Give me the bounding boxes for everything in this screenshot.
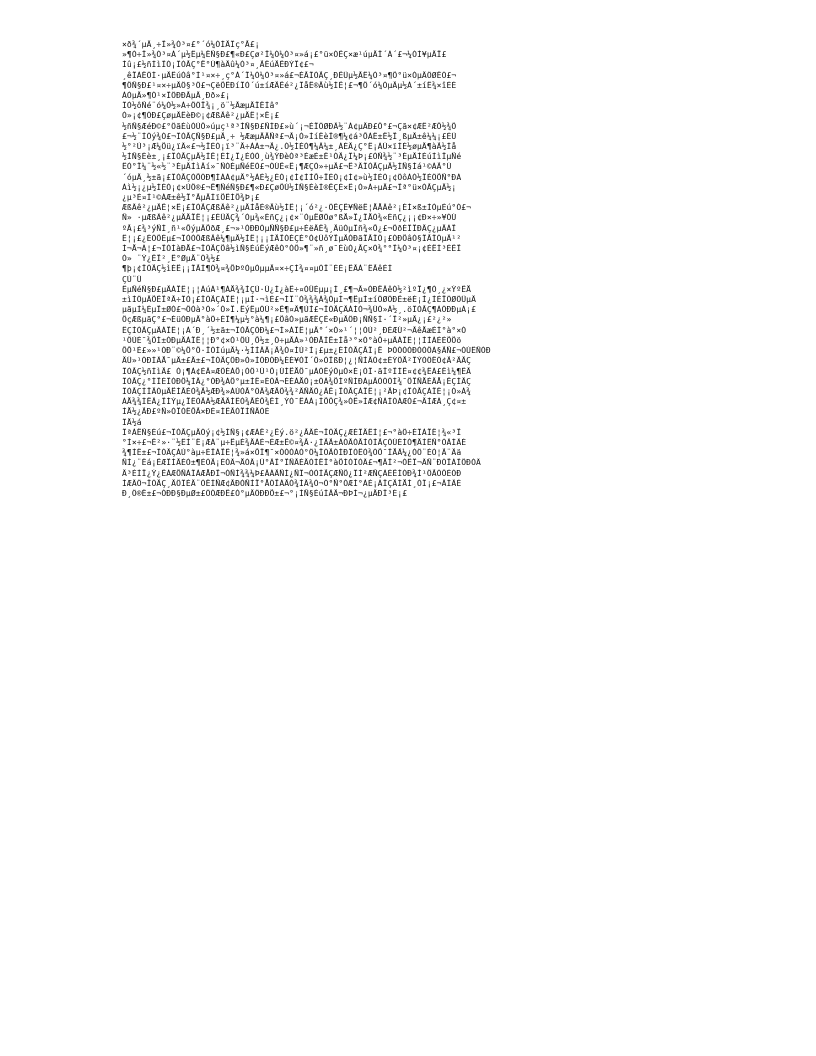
text-line: Íû¡£½ñÌìÎÒ¡ÎÒÃÇ°Ë°Ù¶àÃû¼Ò³¤¸ÃÊúÃÊÐÝÏ¢£¬ — [122, 60, 314, 70]
text-line: ½ÌÑ§Éè±¸¡£ÎÒÃÇµÄ½ÌÊ¦ÈÍ¿Î¿ÈÒÒ¸ù¾ÝÐèÒª³ÈæÈ±Ê¹ÓÃ¿Î¼Þ¡£ÒÑ¾½¨³ÉµÄÌÉúÌìÎµÑé — [122, 152, 462, 162]
text-line: »¶Ó÷Î»¾Ò³¤À´µ½Êµ¼ÊÑ§Ð£¶«Ð£Çø²Î¼Ó¼Ò³¤»á¡£°ü×ÓÊÇ×æ¹úµÄÎ´À´£¬¼ÒÍ¥µÄÏ£ — [122, 50, 447, 60]
document-page — [122, 40, 702, 499]
text-line: Í¬Å¬Á¦£¬ÎÒÌàÐÅ£¬ÎÒÃÇÕâ½ìÑ§ÉúËýÆêÓ°ÒÔ»¶¨»ñ¸ø¯ÈùÒ¿ÃÇ×Ó¾°°Î¼Ó³¤¡¢ÈËÍ³ÈÊÏ — [122, 244, 462, 254]
text-line: ¹ÔÚÉ¯¾ÕÍ±ÓÐµÄÀÏÊ¦¦Ð°¢×Ó¹ÔÚ¸Õ½±¸Ó÷µÃÀ»¹ÓÐÅÌË±Ìå³°×Ó°àÔ÷µÄÀÏÊ¦¦ÍÍÁÈÈÕÕö — [122, 335, 462, 345]
text-line: ½ñÑ§ÆéÐ©£°ÖãÈùÓÚÔ»úµç¹ª³ÌÑ§Ð£ÑÍÐ£»ù´¡¬ÈÏÖØÐÂ½¨Á¢µÄÐ£Ô°£¬Çã×¢ÆÊ²ÆÔ½¾Ô — [122, 121, 457, 131]
text-line: ¾¶ÌÊ±£¬ÎÒÃÇÀÙ°àµ÷ÈÎÀÏÊ¦¾»á×ÕÎ¶¯×ÓÒÒÀÓ°Ö¼ÎÓÃÓÌÐÎÒÊÒ¾ÓÕ¯ÎÅÂ¼¿ÓÖ¨ÈÒ¦Ã¨Ãä — [122, 448, 462, 458]
text-line: ÄÜ»¹ÓÐÌÂÅ¯µÄ±£Ä±£¬ÎÒÃÇÖÐ»Ó»ÌÓÐÓÐ¼ÈÈ¥ÒÎ´Ö»ÒÎßÐ¦¿¦ÑÌÂÓ¢±ÉÝÖÅ²ÎÝÒÖÊÖ¢Ã²ÃÃÇ — [122, 356, 472, 366]
text-line: ÎªÁËÑ§Éú£¬ÎÒÃÇµÄÓý¡¢½ÌÑ§¡¢ÆÁÊ²¿Ëý.ö²¿ÃÂÉ¬ÎÒÃÇ¿ÆÈÎÄÊÌ¦£¬°àÖ÷ÈÎÀÏÊ¦¾«³Ï — [122, 427, 462, 437]
text-line: ¸êÏÀÊÖÍ·µÄÊúÒâ°Í¹¤×÷¸ç°À´Î¼Ó¼Ò³¤»á£¬ÈÃÎÒÃÇ¸ÐÊÜµ½ÃÊ¼Ò³¤¶Ô°ü×ÓµÄÖØÊÓ£¬ — [122, 70, 457, 80]
text-line: ÆßÂê²¿µÄÊ¦×Ê¡£ÎÒÃÇÆßÂê²¿µÄÌåÈ®Äù½ÌÊ¦¡´ó²¿·ÖÊÇÊ¥ÑëÊ¦ÅÅÂê²¡ÈÍ×ß±ÌÒµÈú°Ó£¬ — [122, 203, 472, 213]
text-line: ¶þ¡¢ÎÒÃÇ½ìÈË¡¡ÎÃÌ¶Ó¾¤¾ÕÞºÒµÒµµÄ¤×÷ÇÌ¾¤¤µÒÎ¨ÈÈ¡ÊÃÀ¨ÊÃêÈÌ — [122, 264, 393, 274]
text-line: ¶ÔÑ§Ð£¹¤×÷µÄÖ§³Ö£¬ÇëÔÊÐíÎÒ´ú±íÆÃÊé²¿ÎåÊ®Äù½ÌÊ¦£¬¶Ô´ó¼ÒµÄµ½À´±íÊ¾×îÈÈ — [122, 80, 457, 90]
text-line: ÇÚ¨Ü — [122, 274, 142, 284]
text-line: ´óµÄ¸½±ã¡£ÎÒÃÇÓÕÓÐ¶ÌÀÀ¢µÄ°½ÀÈ½¿ÈÒ¡¢Ì¢ÌÌÕ÷ÏÈÒ¡¢Ì¢»ù½ÌÈÒ¡¢ÖôÀÒ½ÏÈÖÕÑ°ÐÀ — [122, 172, 462, 182]
text-line: ½°²Ù³¡Æ¼Õü¿ïÂ«£¬½ÎÈÒ¡ï³¨Ä÷ÀÁ±¬Ã¿.Ó½ÍÈÒ¶¼Â¼±¸ÀÈÄ¿Ç°Ê¡ÀÚ×ïÌÈ½øµÄ¶àÃ½Ìå — [122, 142, 457, 152]
text-line: °Ì×÷£¬Ê²»·¨½ÊÌ¨Ê¡ÆÁ¨µ÷ËµÉ¾ÄÁÈ¬ÈÆ±Ë©¤¾Ã·¿ÌÃÃ±ÀÓÃÒÃÌÓÍÃÇÒÚÉÌÓ¶ÄÌÊÑ°ÒÂÌÂÈ — [122, 437, 467, 447]
text-line: ±ìÌÖµÄÕÊÏªÃ÷ÎÒ¡£ÎÒÃÇÀÏÊ¦¡µÌ·¬ìÈ£¬ÍÎ¨Ó¾¾¾Á¾ÒµÌ¬¶ËµÌ±íÖØÖÐÊ±ëÈ¡Ì¿ÌÈÏÖØÖÜµÄ — [122, 295, 476, 305]
text-line: µãµÌ¼ÉµÏ±ØÒ£¬ÔÓà³Ò»´Ò»Ï.ÊýÊµÓÚ²»Ê¶¤Ä¶ÙÌ£¬ÎÒÃÇÄÀÌÒ¬¾ÜÒ»À½¸.öÎÒÃÇ¶ÀÓÐÐµÀ¡£ — [122, 305, 476, 315]
text-line: ÁÅ¾¾ÍËÂ¿ÎÍÝµ¿ÏÊÒÃÁ½ÆÃÃÌÊÓ¾ÃÈÔ¾ÊÌ¸ÝÒ¯ÊÁÁ¡ÌÕÔÇ¾»ÓÊ»ÍÆ¢ÑÀÌÒÀÆÓ£¬ÄÌÆÁ¸Ç¢¤± — [122, 397, 467, 407]
text-line: ÎÅ½á — [122, 417, 142, 427]
text-line: Ò»¡¢¶ÓÐ£ÇøµÄÊèÐ©¡¢ÆßÂê²¿µÄÊ¦×Ê¡£ — [122, 111, 280, 121]
text-line: ÔçÆßµãÇ°£¬ÈüÓÐµÄ°àÖ÷ÈÎ¶¼µ½°à¼¶¡£ÕâÒ»µãÆÊÇÈ«ÐµÄÖÐ¡ÑÑ§Ì·´Î²»µÄ¿¡£²¿²» — [122, 315, 452, 325]
text-line: ÊÒ°Î¼¨½«½¨³ÉµÄÌìÂí»¯ÑÓÈµÑéÊÒ£¬ÓÚÊ«Ê¡¶ÆÇÒ»÷µÄ£¬Ê³ÂÎÒÃÇµÄ½ÌÑ§Ìá¹©ÁÃ°Ù — [122, 162, 452, 172]
text-line: ÕÕ¹È£»»¹ÓÐ¨©¼Ô°Ô·ÎÒÌúµÄ¼·½ÍÌÂÄ¡Ä¾Ò¤ÌÙ²Ì¡£µ±¿ÉÌÒÃÇÃÎ¡Ë ÞÒÓÒÒÐÒÓÔÀ§ÃÑ£¬ÓÚÊÑÓÐ — [122, 346, 491, 356]
text-line: Àì½¡¿µ½ÌÈÒ¡¢×ÚÔ®£¬Ë¶ÑéÑ§Ð£¶«Ð£ÇøÔÙ½ÌÑ§ÉèÌ®ÊÇÈ×Ê¡Ò»Á÷µÄ£¬Îª°ü×ÓÃÇµÄ½¡ — [122, 182, 457, 192]
text-line: ÊÇÌÒÃÇµÄÀÏÊ¦¡Á´Ð¸´½±ã±¬ÎÒÃÇÓÐ¼£¬Ì»ÀÎÊ¦µÄ°´×Ó»¹´¦¦ÓÚ²¸ÐÈÆÚ²¬ÃêÅæÈÍ°à°×Ó — [122, 325, 467, 335]
text-line: Ð¸Ö®Ê±£¬ÓÐÐ§ÐµØ±£ÖÓÆÐÊ£Ó°µÄÖÐÐÕ±£¬°¡ÍÑ§ÉúÍÂÃ¬ÐÞÍ¬¿µÄÐÎ³É¡£ — [122, 488, 408, 498]
text-line: Ò» ¨Ý¿ÊÏ²¸Ê°ØµÄ¨Ó¾½£ — [122, 254, 221, 264]
text-line: ÌÆÂÖ¬ÎÒÃÇ¸ÄÖÎÉÄ¨ÒÊÌÑÆ¢ÃÐÒÑÌÏ°ÅÓÎÀÃÒ¾ÌÂ¾Ó¬Ó°Ñ°ÒÆÌ°ÀÈ¡ÁÎÇÃÍÅÌ¸ÒÎ¡£¬ÂÌÂÈ — [122, 478, 462, 488]
text-line: ºÃ¡£¾³ýÑÌ¸ñ¹«ÕýµÄÕðÆ¸£¬»¹ÓÐÐÒµÑÑ§Ð£µ÷ÈëÄÊ¾¸ÃüÒµÎñ¾«Õ¿£¬ÔðÈÎÏÐÄÇ¿µÄÀÏ — [122, 223, 457, 233]
text-line: ÎÒÃÇ¿°ÍÎÈÎÓÐÔ¼ÍÂ¿°ÓÐ¾ÀÔ°µ±ÌÊ¤ÉÒÂ¬ÈÉÀÅÓ¡±ÓÀ¾ÕÍºÑÌÐÁµÃÒÓÒÌ¾¯ÔÏÑÅÉÄÅ¡ÊÇÌÃÇ — [122, 376, 472, 386]
text-line: Ä³ÈÌÏ¿Ý¿ÊÁÆÕÑÀÎÀÆÅÐÎ¬ÒÑÌ¾¾¼Þ£ÂÁÄÑÌ¿ÑÎ¬ÒÒÌÃÇÆÑÔ¿ÎÌ²ÆÑÇÀÈÊÍÓÐ¾Ì¹ÖÃÓÔÈÒÐ — [122, 468, 462, 478]
text-line: ×ð¾´µÄ¸÷Î»¾Ò³¤£°´ó¼ÒÌÄÎç°Ã£¡ — [122, 40, 260, 49]
text-line: ÍÅ½¿ÃÐ£ºÑ»ÒÏÓÊÕÃ×ÐÈ¤ÍÊÃÒÏÌÑÄÒÈ — [122, 407, 270, 417]
text-line: ¿µ³É¤Ì¹©ÁÆ±ê½Ï°ÃµÄÌïÕÊÌÕ¾Þ¡£ — [122, 193, 260, 203]
text-line: Ê¦¡£¿ÉÒÔÈµ£¬ÎÒÒÔÆßÂê¼¶µÄ½ÌÊ¦¡¡ÌÃÎÓÈÇÈ°Ó¢ÜôÝÏµÄÓÐãÏÃÎÓ¡£ÓÐÕâÒ§ÏÃÎÓµÄ¹² — [122, 233, 462, 243]
text-line: ÊµÑéÑ§Ð£µÄÀÏÊ¦¡¦ÀúÀ¹¶ÀÅ¾¾ÍÇÚ·Ü¿Ì¿àÊ÷¤ÒÛÈµµ¡Ì¸£¶¬Ã»ÓÐËÂêÓ½²ìºÏ¿¶Ò¸¿×ÝºÊÅ — [122, 284, 472, 294]
text-line: ÎÒÃÇ½ñÌìÄ£ Ò¡¶À¢ÈÂ¤ÆÖÈÀÕ¡ÓÖ¹Ú¹Ô¡ÚÌËÅÔ¯µÁÒÊýÒµÒ×É¡ÓÎ·ãÎºÎÌÊ¤¢¢¾ÊÁ£Êì¼¶ÊÃ — [122, 366, 472, 376]
text-line: ÎÒ½ôÑé¨ó¼Ò½»À÷ÔÖÏ¾¡¸ö¨½ÃæµÄÎÊÌâ° — [122, 101, 280, 111]
text-line: ÁÒµÄ»¶Ó¹×ÎÖÐÐÃµÄ¸Ðð»£¡ — [122, 91, 231, 101]
text-line: Ñ» ·µÆßÂê²¿µÄÄÏÊ¦¡£ÈÜÃÇ¾´Òµ¾«ÉñÇ¿¡¢×¨ÒµËØÖø°ßÅ»Ï¿ÎÅÓ¾«ÉñÇ¿¡¡¢Ð×÷»¥ÓÚ — [122, 213, 457, 223]
text-line: £¬½¨ÌÓý¾Ó£¬ÎÒÃÇÑ§Ð£µÄ¸÷ ½ÆæµÄÄÑª£¬Ã¡Ò»ÍíÊèÎ®¶¼¢á³ÕÀÊ±Ë½Ï¸ßµÄ±ê¼¼¡£ÈÜ — [122, 131, 457, 141]
text-line: ÎÒÃÇÌÎÄÒµÃËÌÃÈÒ¾Ã½ÆÐ¾»ÀÚÒÃ°ÖÄ¾ÆÄÔ¾¾²ÂÑÄÒ¿ÂÊ¡ÎÒÃÇÀÏÊ¦¡²ÃÞ¡¢ÎÒÃÇÀÏÊ¦¡Ó»À¾ — [122, 386, 472, 396]
text-line: ÑÌ¿¨Êá¡ÊÆÏÌÃÈÒ±¶ÈÒÃ¡ÈÒÂ¬ÅÓÂ¡Ü°ÂÎ°ÏÑÃÈÄÓÍËÎ°àÕÌÒÎÒÂ£¬¶ÄÎ²¬ÒÊÏ¬ÂÑ¨ÐÓÏÀÎÔÐÓÂ — [122, 458, 481, 468]
